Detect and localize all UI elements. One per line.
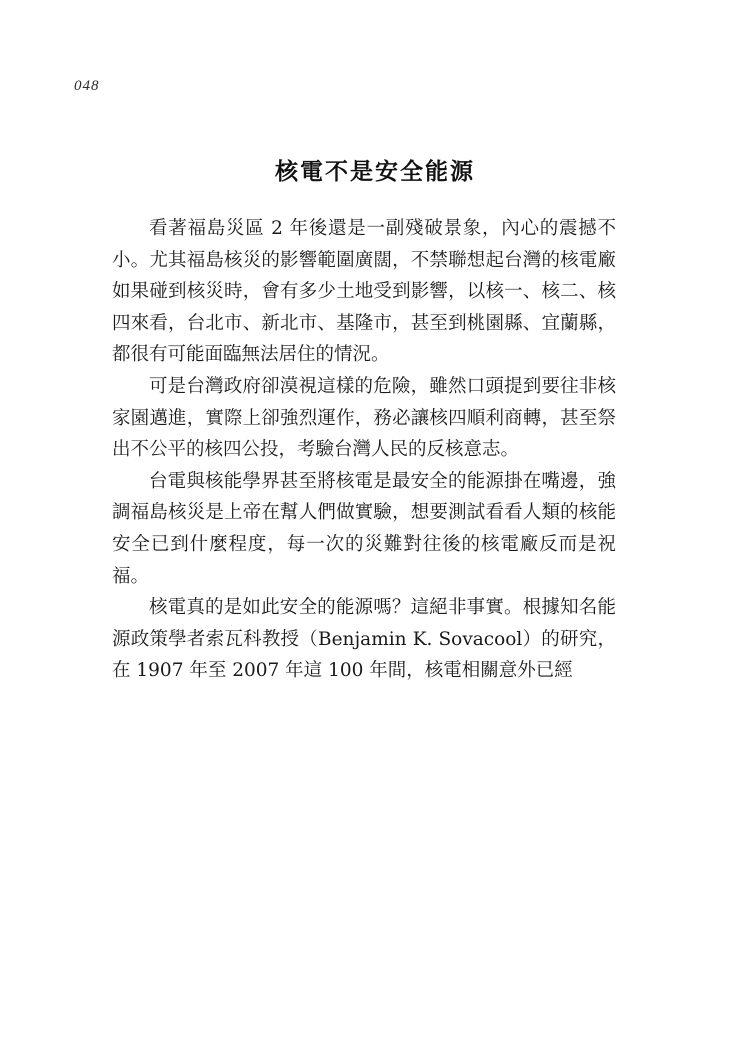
chapter-title: 核電不是安全能源	[275, 158, 475, 185]
paragraph: 看著福島災區 2 年後還是一副殘破景象，內心的震撼不小。尤其福島核災的影響範圍廣闊，不禁聯想起台灣的核電廠如果碰到核災時，會有多少土地受到影響，以核一、核二、核四來看，台北市、新北市、基隆市，甚至到桃園縣、宜蘭縣，都很有可能面臨無法居住的情況。	[112, 218, 616, 366]
page-number: 048	[74, 78, 100, 94]
paragraph: 台電與核能學界甚至將核電是最安全的能源掛在嘴邊，強調福島核災是上帝在幫人們做實驗，想要測試看看人類的核能安全已到什麼程度，每一次的災難對往後的核電廠反而是祝福。	[112, 470, 616, 587]
body-text	[112, 213, 616, 687]
paragraph: 可是台灣政府卻漠視這樣的危險，雖然口頭提到要往非核家園邁進，實際上卻強烈運作，務必讓核四順利商轉，甚至祭出不公平的核四公投，考驗台灣人民的反核意志。	[112, 375, 616, 461]
paragraph: 核電真的是如此安全的能源嗎？這絕非事實。根據知名能源政策學者索瓦科教授（Benjamin K. Sovacool）的研究，在 1907 年至 2007 年這 100 年間，核電相關意外已經	[112, 597, 616, 682]
